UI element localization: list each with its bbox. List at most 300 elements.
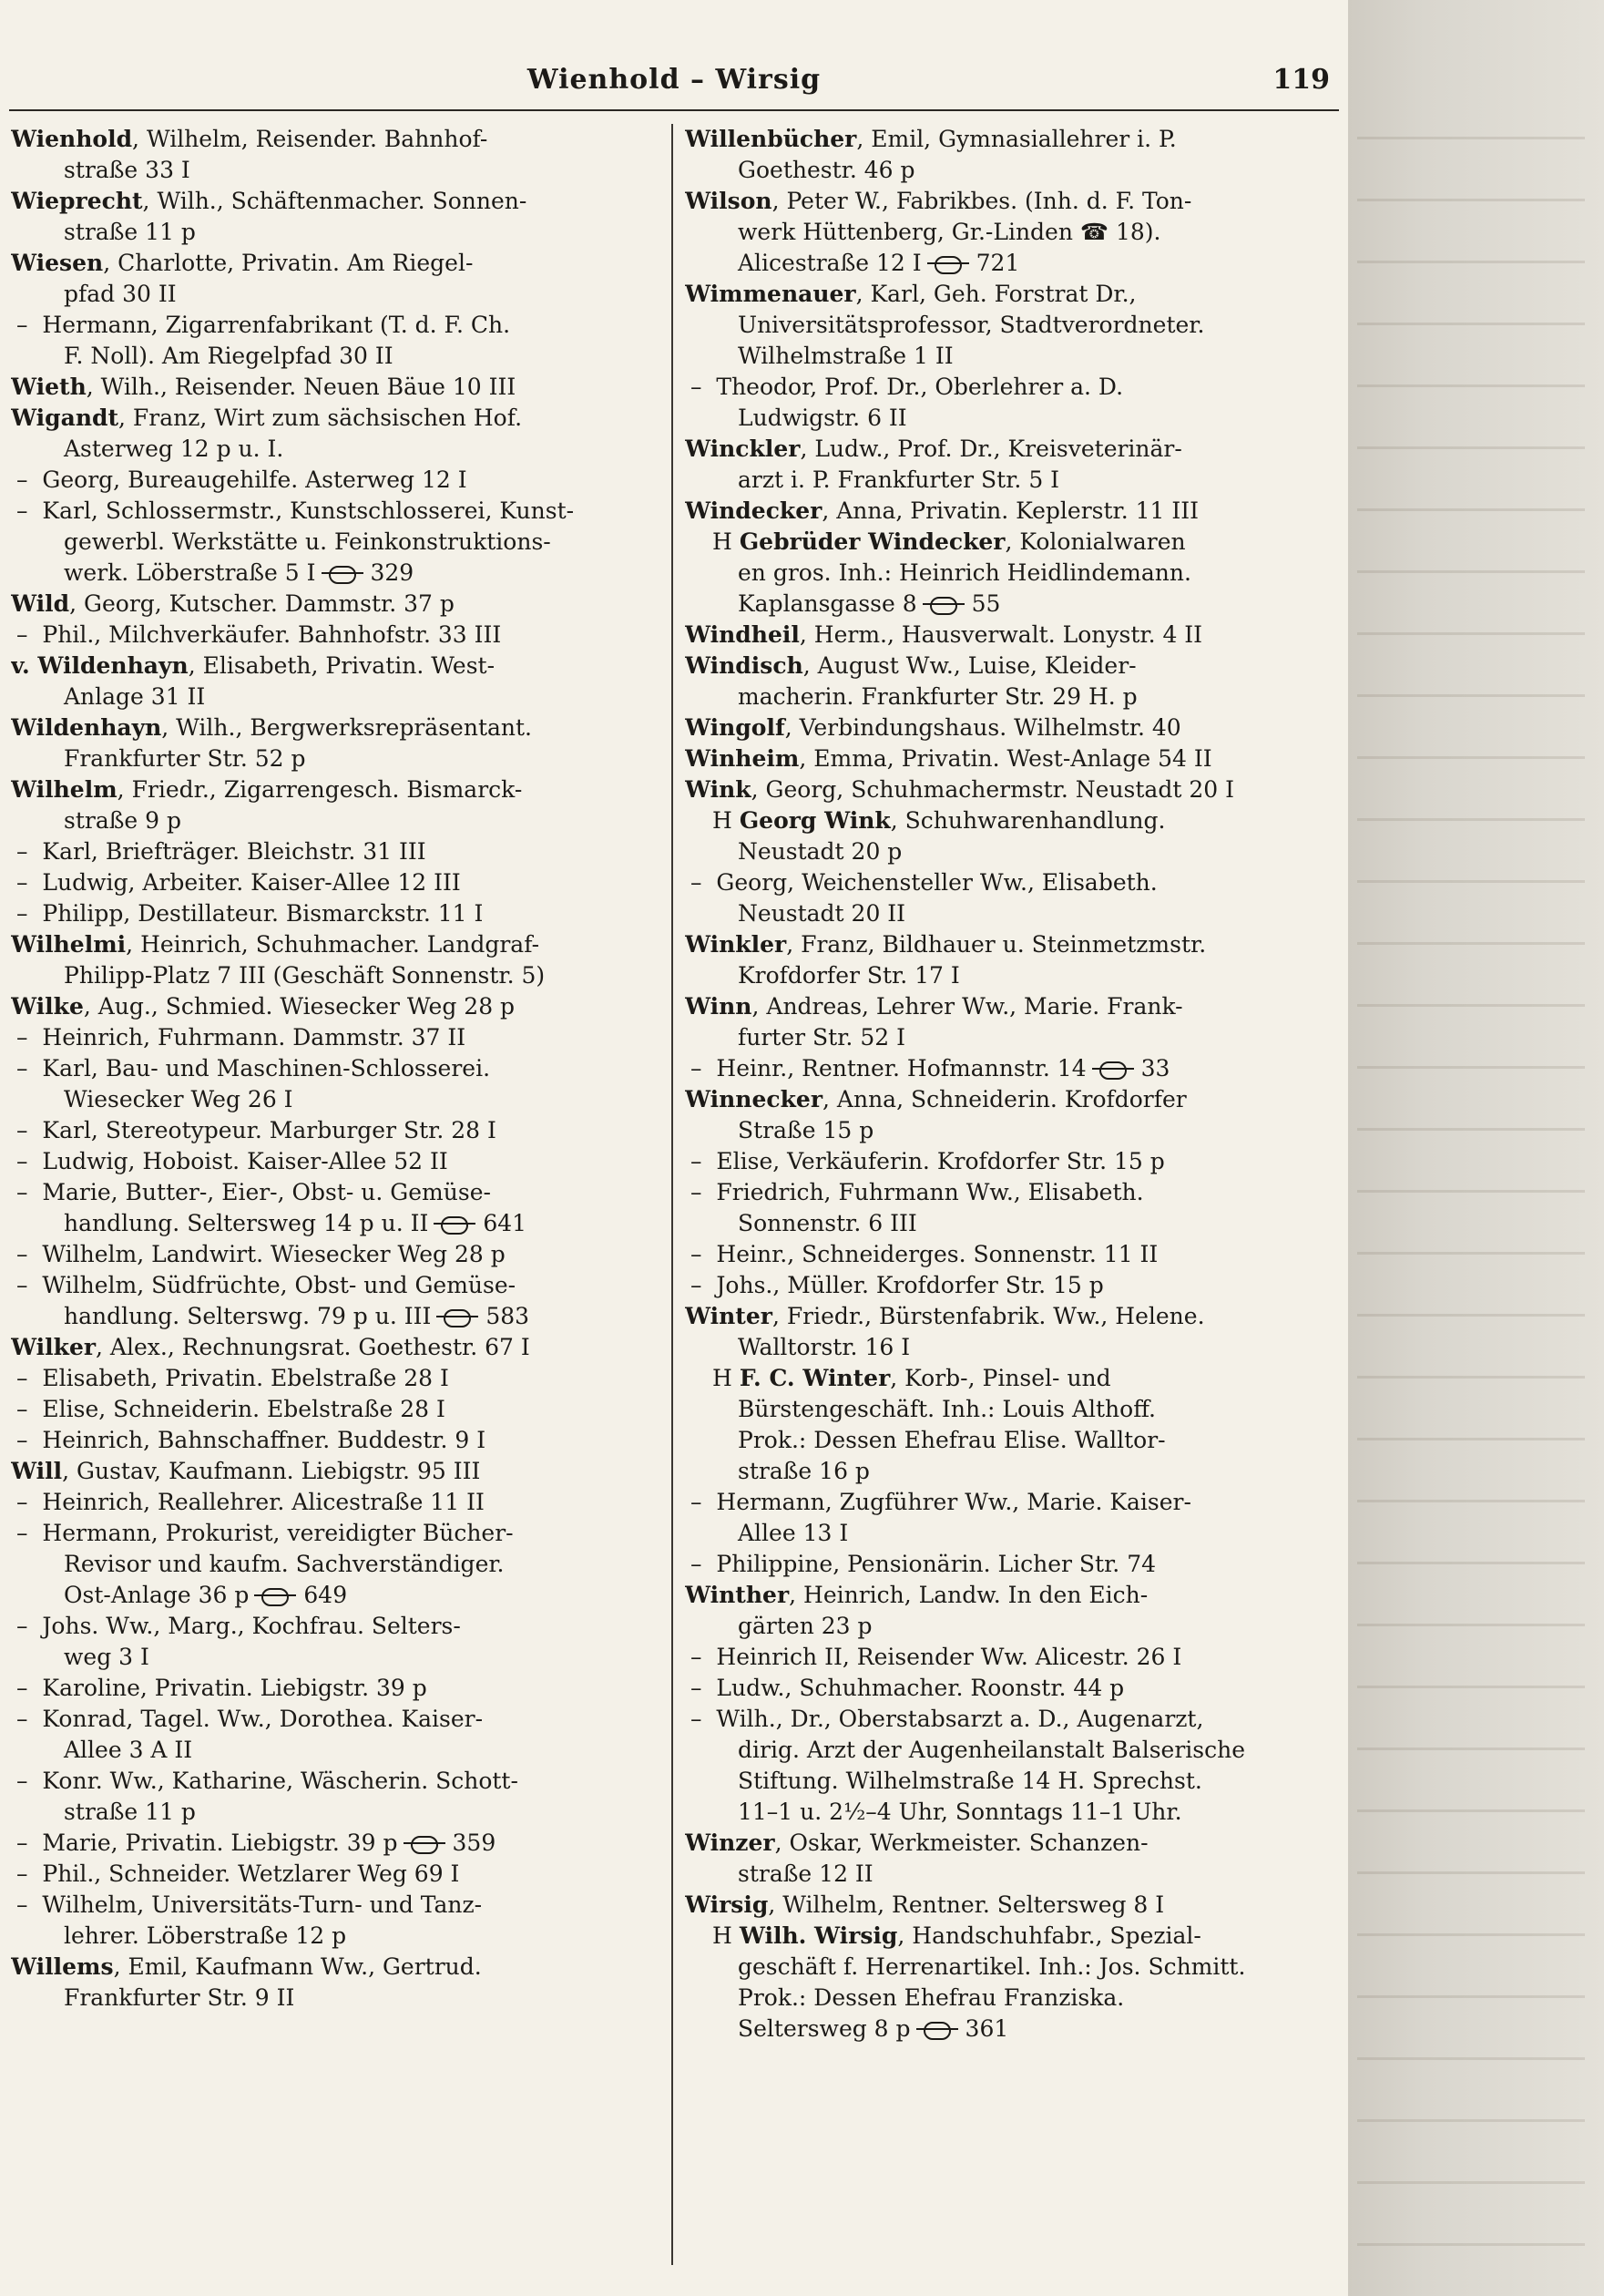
entry-line	[11, 1363, 667, 1394]
entry-text: , Wilh., Reisender. Neuen Bäue 10 III	[86, 374, 516, 400]
entry-text: Theodor, Prof. Dr., Oberlehrer a. D.	[716, 374, 1124, 400]
bleed-through-line	[1357, 1871, 1585, 1874]
entry-text: Wilhelm, Südfrüchte, Obst- und Gemüse-	[42, 1272, 516, 1298]
entry-text: Prok.: Dessen Ehefrau Elise. Walltor-	[738, 1427, 1166, 1453]
directory-entry	[11, 248, 667, 279]
surname: Winkler	[685, 931, 787, 958]
entry-line	[685, 558, 1341, 589]
entry-line	[11, 1797, 667, 1828]
directory-entry	[685, 124, 1341, 155]
phone-number: 359	[452, 1830, 496, 1856]
entry-text: Konr. Ww., Katharine, Wäscherin. Schott-	[42, 1768, 518, 1794]
bleed-through-line	[1357, 1748, 1585, 1750]
surname: Willems	[11, 1953, 114, 1980]
directory-entry	[685, 651, 1341, 682]
bleed-through-line	[1357, 2119, 1585, 2122]
entry-text: Straße 15 p	[738, 1117, 874, 1143]
phone-number: 721	[976, 250, 1020, 276]
entry-line	[685, 1952, 1341, 1983]
firm-entry	[685, 805, 1341, 836]
entry-line	[11, 867, 667, 898]
entry-line	[685, 341, 1341, 372]
entry-line	[685, 1797, 1341, 1828]
entry-line	[685, 1208, 1341, 1239]
entry-text: Heinrich, Reallehrer. Alicestraße 11 II	[42, 1489, 485, 1515]
directory-entry	[685, 186, 1341, 217]
entry-line	[685, 1766, 1341, 1797]
entry-text: , Emil, Gymnasiallehrer i. P.	[856, 126, 1177, 152]
bleed-through-line	[1357, 1438, 1585, 1440]
firm-name: Wilh. Wirsig	[739, 1922, 898, 1949]
surname: Wildenhayn	[11, 714, 162, 741]
entry-text: Phil., Milchverkäufer. Bahnhofstr. 33 III	[42, 621, 502, 648]
header-rule	[9, 109, 1339, 111]
entry-line	[685, 898, 1341, 929]
bleed-through-line	[1357, 880, 1585, 883]
entry-text: gärten 23 p	[738, 1613, 873, 1639]
surname: Wiesen	[11, 250, 104, 276]
directory-entry	[685, 774, 1341, 805]
entry-text: , Elisabeth, Privatin. West-	[188, 652, 496, 679]
bleed-through-line	[1357, 508, 1585, 511]
entry-line	[11, 1549, 667, 1580]
phone-number: 583	[485, 1303, 530, 1329]
entry-text: Johs., Müller. Krofdorfer Str. 15 p	[716, 1272, 1104, 1298]
entry-text: , Aug., Schmied. Wiesecker Weg 28 p	[83, 993, 516, 1020]
telephone-icon	[434, 1215, 475, 1235]
entry-text: Seltersweg 8 p	[738, 2015, 911, 2042]
entry-line	[11, 1890, 667, 1921]
surname: Will	[11, 1458, 63, 1484]
entry-text: Prok.: Dessen Ehefrau Franziska.	[738, 1984, 1125, 2011]
bleed-through-line	[1357, 1500, 1585, 1502]
entry-text: , Friedr., Bürstenfabrik. Ww., Helene.	[771, 1303, 1205, 1329]
directory-entry	[11, 124, 667, 155]
surname: Winheim	[685, 745, 800, 772]
entry-line	[685, 1456, 1341, 1487]
firm-name: Georg Wink	[739, 807, 891, 834]
entry-line	[685, 310, 1341, 341]
entry-line	[685, 682, 1341, 712]
phone-number: 329	[370, 559, 414, 586]
firm-name: Gebrüder Windecker	[739, 528, 1006, 555]
entry-text: straße 9 p	[64, 807, 182, 834]
phone-number: 641	[483, 1210, 527, 1236]
entry-text: , Wilh., Bergwerksrepräsentant.	[161, 714, 532, 741]
entry-text: Frankfurter Str. 52 p	[64, 745, 306, 772]
entry-line	[11, 341, 667, 372]
entry-line	[685, 1425, 1341, 1456]
entry-text: , Georg, Kutscher. Dammstr. 37 p	[69, 590, 455, 617]
entry-text: Johs. Ww., Marg., Kochfrau. Selters-	[42, 1613, 461, 1639]
surname: Winzer	[685, 1830, 775, 1856]
directory-entry	[685, 712, 1341, 743]
entry-text: , Emma, Privatin. West-Anlage 54 II	[799, 745, 1212, 772]
telephone-icon	[927, 254, 969, 274]
entry-text: Marie, Butter-, Eier-, Obst- u. Gemüse-	[42, 1179, 491, 1205]
bleed-through-line	[1357, 323, 1585, 325]
directory-entry	[11, 403, 667, 434]
entry-line	[11, 434, 667, 465]
entry-text: , August Ww., Luise, Kleider-	[802, 652, 1137, 679]
surname: Winter	[685, 1303, 772, 1329]
entry-text: lehrer. Löberstraße 12 p	[64, 1922, 347, 1949]
surname: Wilhelm	[11, 776, 117, 803]
entry-text: Heinrich, Bahnschaffner. Buddestr. 9 I	[42, 1427, 486, 1453]
entry-text: , Anna, Schneiderin. Krofdorfer	[822, 1086, 1187, 1112]
surname: Windecker	[685, 497, 822, 524]
directory-entry	[685, 279, 1341, 310]
entry-text: straße 12 II	[738, 1860, 874, 1887]
entry-text: Heinr., Schneiderges. Sonnenstr. 11 II	[716, 1241, 1159, 1267]
phone-number: 649	[303, 1582, 348, 1608]
phone-number: 55	[971, 590, 1001, 617]
entry-text: Hermann, Zigarrenfabrikant (T. d. F. Ch.	[42, 312, 511, 338]
entry-text: pfad 30 II	[64, 281, 177, 307]
entry-text: , Franz, Bildhauer u. Steinmetzmstr.	[786, 931, 1207, 958]
entry-text: , Korb-, Pinsel- und	[890, 1365, 1111, 1391]
entry-text: , Friedr., Zigarrengesch. Bismarck-	[117, 776, 523, 803]
entry-line	[11, 1704, 667, 1735]
entry-line	[11, 1053, 667, 1084]
entry-text: Sonnenstr. 6 III	[738, 1210, 917, 1236]
entry-text: , Andreas, Lehrer Ww., Marie. Frank-	[751, 993, 1183, 1020]
entry-text: Ost-Anlage 36 p	[64, 1582, 250, 1608]
entry-line	[11, 1580, 667, 1611]
entry-text: Ludwigstr. 6 II	[738, 405, 907, 431]
bleed-through-line	[1357, 1252, 1585, 1255]
entry-line	[11, 1177, 667, 1208]
entry-line	[11, 1859, 667, 1890]
entry-line	[685, 2014, 1341, 2045]
entry-text: , Ludw., Prof. Dr., Kreisveterinär-	[800, 436, 1182, 462]
entry-line	[11, 743, 667, 774]
surname: Winn	[685, 993, 752, 1020]
entry-line	[11, 1766, 667, 1797]
entry-text: handlung. Seltersweg 14 p u. II	[64, 1210, 429, 1236]
entry-text: Karl, Schlossermstr., Kunstschlosserei, Kunst-	[42, 497, 575, 524]
entry-line	[11, 558, 667, 589]
firm-marker: H	[712, 528, 732, 555]
firm-entry	[685, 527, 1341, 558]
entry-line	[685, 465, 1341, 496]
entry-text: Hermann, Prokurist, vereidigter Bücher-	[42, 1520, 514, 1546]
bleed-through-line	[1357, 694, 1585, 697]
entry-text: , Schuhwarenhandlung.	[890, 807, 1166, 834]
firm-entry	[685, 1363, 1341, 1394]
entry-line	[685, 372, 1341, 403]
left-column	[11, 124, 667, 2014]
entry-line	[11, 898, 667, 929]
firm-marker: H	[712, 1922, 732, 1949]
entry-line	[685, 960, 1341, 991]
directory-entry	[685, 620, 1341, 651]
entry-text: Marie, Privatin. Liebigstr. 39 p	[42, 1830, 398, 1856]
entry-text: Hermann, Zugführer Ww., Marie. Kaiser-	[716, 1489, 1191, 1515]
entry-text: Philipp, Destillateur. Bismarckstr. 11 I	[42, 900, 484, 927]
bleed-through-line	[1357, 1066, 1585, 1069]
entry-line	[11, 1518, 667, 1549]
entry-line	[11, 1115, 667, 1146]
entry-text: , Emil, Kaufmann Ww., Gertrud.	[113, 1953, 482, 1980]
phone-number: 361	[965, 2015, 1009, 2042]
entry-line	[685, 1022, 1341, 1053]
bleed-through-line	[1357, 1686, 1585, 1688]
entry-text: Wilhelm, Landwirt. Wiesecker Weg 28 p	[42, 1241, 506, 1267]
entry-text: furter Str. 52 I	[738, 1024, 905, 1051]
entry-text: Heinr., Rentner. Hofmannstr. 14	[716, 1055, 1087, 1081]
entry-text: , Kolonialwaren	[1005, 528, 1186, 555]
telephone-icon	[1092, 1060, 1134, 1080]
entry-text: Philippine, Pensionärin. Licher Str. 74	[716, 1551, 1156, 1577]
facing-page-edge	[1348, 0, 1604, 2296]
entry-line	[11, 279, 667, 310]
entry-text: Krofdorfer Str. 17 I	[738, 962, 960, 989]
entry-text: Bürstengeschäft. Inh.: Louis Althoff.	[738, 1396, 1157, 1422]
bleed-through-line	[1357, 1004, 1585, 1007]
bleed-through-line	[1357, 1128, 1585, 1131]
surname: Windisch	[685, 652, 803, 679]
surname: Wilhelmi	[11, 931, 127, 958]
directory-entry	[11, 651, 667, 682]
directory-entry	[685, 991, 1341, 1022]
entry-line	[685, 403, 1341, 434]
bleed-through-line	[1357, 1190, 1585, 1193]
entry-line	[11, 836, 667, 867]
entry-line	[11, 1642, 667, 1673]
entry-text: Wiesecker Weg 26 I	[64, 1086, 293, 1112]
entry-line	[685, 1053, 1341, 1084]
entry-line	[11, 1735, 667, 1766]
entry-text: Friedrich, Fuhrmann Ww., Elisabeth.	[716, 1179, 1144, 1205]
surname: Wimmenauer	[685, 281, 856, 307]
surname: Wieth	[11, 374, 87, 400]
directory-entry	[685, 1084, 1341, 1115]
entry-line	[11, 1084, 667, 1115]
entry-line	[11, 1611, 667, 1642]
entry-text: straße 11 p	[64, 219, 196, 245]
directory-entry	[685, 1890, 1341, 1921]
surname: Wild	[11, 590, 70, 617]
entry-line	[685, 1983, 1341, 2014]
entry-line	[685, 155, 1341, 186]
entry-line	[11, 527, 667, 558]
firm-marker: H	[712, 807, 732, 834]
entry-text: , Heinrich, Schuhmacher. Landgraf-	[126, 931, 540, 958]
surname: Windheil	[685, 621, 800, 648]
entry-text: , Franz, Wirt zum sächsischen Hof.	[118, 405, 523, 431]
directory-entry	[11, 1332, 667, 1363]
bleed-through-line	[1357, 261, 1585, 263]
entry-line	[11, 805, 667, 836]
entry-line	[685, 1394, 1341, 1425]
bleed-through-line	[1357, 1809, 1585, 1812]
phone-number: 33	[1140, 1055, 1170, 1081]
entry-text: Ludwig, Arbeiter. Kaiser-Allee 12 III	[42, 869, 461, 896]
entry-text: Karl, Briefträger. Bleichstr. 31 III	[42, 838, 426, 865]
entry-text: , Wilhelm, Rentner. Seltersweg 8 I	[768, 1891, 1165, 1918]
entry-line	[685, 1549, 1341, 1580]
bleed-through-line	[1357, 1933, 1585, 1936]
entry-text: Stiftung. Wilhelmstraße 14 H. Sprechst.	[738, 1768, 1202, 1794]
directory-entry	[11, 929, 667, 960]
entry-text: , Wilh., Schäftenmacher. Sonnen-	[142, 188, 527, 214]
entry-text: Wilhelm, Universitäts-Turn- und Tanz-	[42, 1891, 483, 1918]
directory-entry	[685, 496, 1341, 527]
entry-line	[685, 589, 1341, 620]
entry-text: , Alex., Rechnungsrat. Goethestr. 67 I	[96, 1334, 530, 1360]
entry-line	[11, 465, 667, 496]
entry-text: Goethestr. 46 p	[738, 157, 915, 183]
entry-line	[11, 1487, 667, 1518]
entry-text: , Heinrich, Landw. In den Eich-	[789, 1582, 1149, 1608]
entry-text: Elisabeth, Privatin. Ebelstraße 28 I	[42, 1365, 449, 1391]
entry-text: , Georg, Schuhmachermstr. Neustadt 20 I	[751, 776, 1234, 803]
directory-entry	[11, 589, 667, 620]
entry-text: Revisor und kaufm. Sachverständiger.	[64, 1551, 505, 1577]
page-number: 119	[1272, 64, 1330, 96]
entry-text: Asterweg 12 p u. I.	[64, 436, 284, 462]
entry-text: , Gustav, Kaufmann. Liebigstr. 95 III	[62, 1458, 481, 1484]
bleed-through-line	[1357, 384, 1585, 387]
entry-line	[11, 960, 667, 991]
entry-text: straße 33 I	[64, 157, 190, 183]
directory-entry	[11, 774, 667, 805]
directory-entry	[11, 1456, 667, 1487]
entry-text: handlung. Selterswg. 79 p u. III	[64, 1303, 432, 1329]
entry-text: Philipp-Platz 7 III (Geschäft Sonnenstr. 5)	[64, 962, 546, 989]
entry-text: , Handschuhfabr., Spezial-	[897, 1922, 1201, 1949]
entry-line	[685, 1735, 1341, 1766]
directory-entry	[685, 1828, 1341, 1859]
entry-text: Allee 3 A II	[64, 1737, 193, 1763]
bleed-through-line	[1357, 137, 1585, 139]
entry-text: 11–1 u. 2½–4 Uhr, Sonntags 11–1 Uhr.	[738, 1799, 1182, 1825]
surname: Wirsig	[685, 1891, 769, 1918]
entry-text: , Verbindungshaus. Wilhelmstr. 40	[784, 714, 1181, 741]
directory-entry	[685, 1301, 1341, 1332]
entry-line	[11, 1239, 667, 1270]
entry-line	[685, 1642, 1341, 1673]
entry-line	[685, 1518, 1341, 1549]
entry-text: arzt i. P. Frankfurter Str. 5 I	[738, 466, 1060, 493]
right-column	[685, 124, 1341, 2045]
entry-text: , Karl, Geh. Forstrat Dr.,	[855, 281, 1137, 307]
surname: Wink	[685, 776, 751, 803]
entry-text: , Herm., Hausverwalt. Lonystr. 4 II	[799, 621, 1203, 648]
entry-text: Heinrich II, Reisender Ww. Alicestr. 26 I	[716, 1644, 1182, 1670]
entry-line	[11, 496, 667, 527]
entry-line	[685, 1177, 1341, 1208]
entry-line	[11, 155, 667, 186]
entry-line	[685, 1270, 1341, 1301]
entry-text: Phil., Schneider. Wetzlarer Weg 69 I	[42, 1860, 460, 1887]
entry-text: Kaplansgasse 8	[738, 590, 917, 617]
entry-text: Karl, Bau- und Maschinen-Schlosserei.	[42, 1055, 491, 1081]
surname: Winnecker	[685, 1086, 823, 1112]
telephone-icon	[404, 1834, 445, 1854]
entry-text: weg 3 I	[64, 1644, 149, 1670]
entry-line	[11, 1146, 667, 1177]
directory-entry	[11, 991, 667, 1022]
directory-entry	[11, 372, 667, 403]
running-head	[0, 58, 1348, 113]
surname: Winckler	[685, 436, 801, 462]
entry-line	[11, 1983, 667, 2014]
surname: v. Wildenhayn	[11, 652, 189, 679]
entry-line	[685, 1487, 1341, 1518]
entry-text: Anlage 31 II	[64, 683, 206, 710]
bleed-through-line	[1357, 570, 1585, 573]
surname: Wilson	[685, 188, 772, 214]
surname: Winther	[685, 1582, 790, 1608]
entry-text: , Oskar, Werkmeister. Schanzen-	[774, 1830, 1149, 1856]
surname: Wigandt	[11, 405, 119, 431]
entry-text: geschäft f. Herrenartikel. Inh.: Jos. Schmitt.	[738, 1953, 1246, 1980]
telephone-icon	[436, 1307, 478, 1327]
telephone-icon	[322, 564, 363, 584]
bleed-through-line	[1357, 1624, 1585, 1626]
entry-text: Ludw., Schuhmacher. Roonstr. 44 p	[716, 1675, 1125, 1701]
entry-text: Alicestraße 12 I	[738, 250, 922, 276]
entry-line	[11, 620, 667, 651]
surname: Willenbücher	[685, 126, 857, 152]
entry-line	[685, 1673, 1341, 1704]
column-divider	[671, 124, 673, 2265]
directory-entry	[685, 434, 1341, 465]
bleed-through-line	[1357, 2181, 1585, 2184]
bleed-through-line	[1357, 818, 1585, 821]
bleed-through-line	[1357, 1562, 1585, 1564]
bleed-through-line	[1357, 632, 1585, 635]
directory-entry	[11, 712, 667, 743]
bleed-through-line	[1357, 2057, 1585, 2060]
bleed-through-line	[1357, 1995, 1585, 1998]
bleed-through-line	[1357, 1314, 1585, 1317]
entry-text: Karl, Stereotypeur. Marburger Str. 28 I	[42, 1117, 496, 1143]
entry-text: Georg, Weichensteller Ww., Elisabeth.	[716, 869, 1158, 896]
entry-text: Ludwig, Hoboist. Kaiser-Allee 52 II	[42, 1148, 448, 1174]
entry-line	[685, 1239, 1341, 1270]
entry-text: werk. Löberstraße 5 I	[64, 559, 316, 586]
directory-entry	[685, 743, 1341, 774]
entry-line	[685, 1611, 1341, 1642]
entry-line	[685, 1704, 1341, 1735]
entry-line	[11, 1022, 667, 1053]
entry-text: Karoline, Privatin. Liebigstr. 39 p	[42, 1675, 427, 1701]
entry-line	[685, 867, 1341, 898]
entry-text: , Wilhelm, Reisender. Bahnhof-	[132, 126, 488, 152]
entry-text: Universitätsprofessor, Stadtverordneter.	[738, 312, 1205, 338]
entry-text: Konrad, Tagel. Ww., Dorothea. Kaiser-	[42, 1706, 484, 1732]
entry-line	[685, 217, 1341, 248]
entry-line	[11, 1208, 667, 1239]
bleed-through-line	[1357, 2243, 1585, 2246]
entry-line	[11, 1673, 667, 1704]
entry-line	[11, 217, 667, 248]
bleed-through-line	[1357, 1376, 1585, 1379]
running-title: Wienhold – Wirsig	[526, 64, 822, 96]
entry-text: werk Hüttenberg, Gr.-Linden ☎ 18).	[738, 219, 1161, 245]
entry-line	[685, 1332, 1341, 1363]
bleed-through-line	[1357, 199, 1585, 201]
entry-text: Walltorstr. 16 I	[738, 1334, 911, 1360]
telephone-icon	[923, 595, 965, 615]
entry-text: straße 11 p	[64, 1799, 196, 1825]
surname: Wilker	[11, 1334, 97, 1360]
firm-marker: H	[712, 1365, 732, 1391]
entry-line	[11, 1425, 667, 1456]
